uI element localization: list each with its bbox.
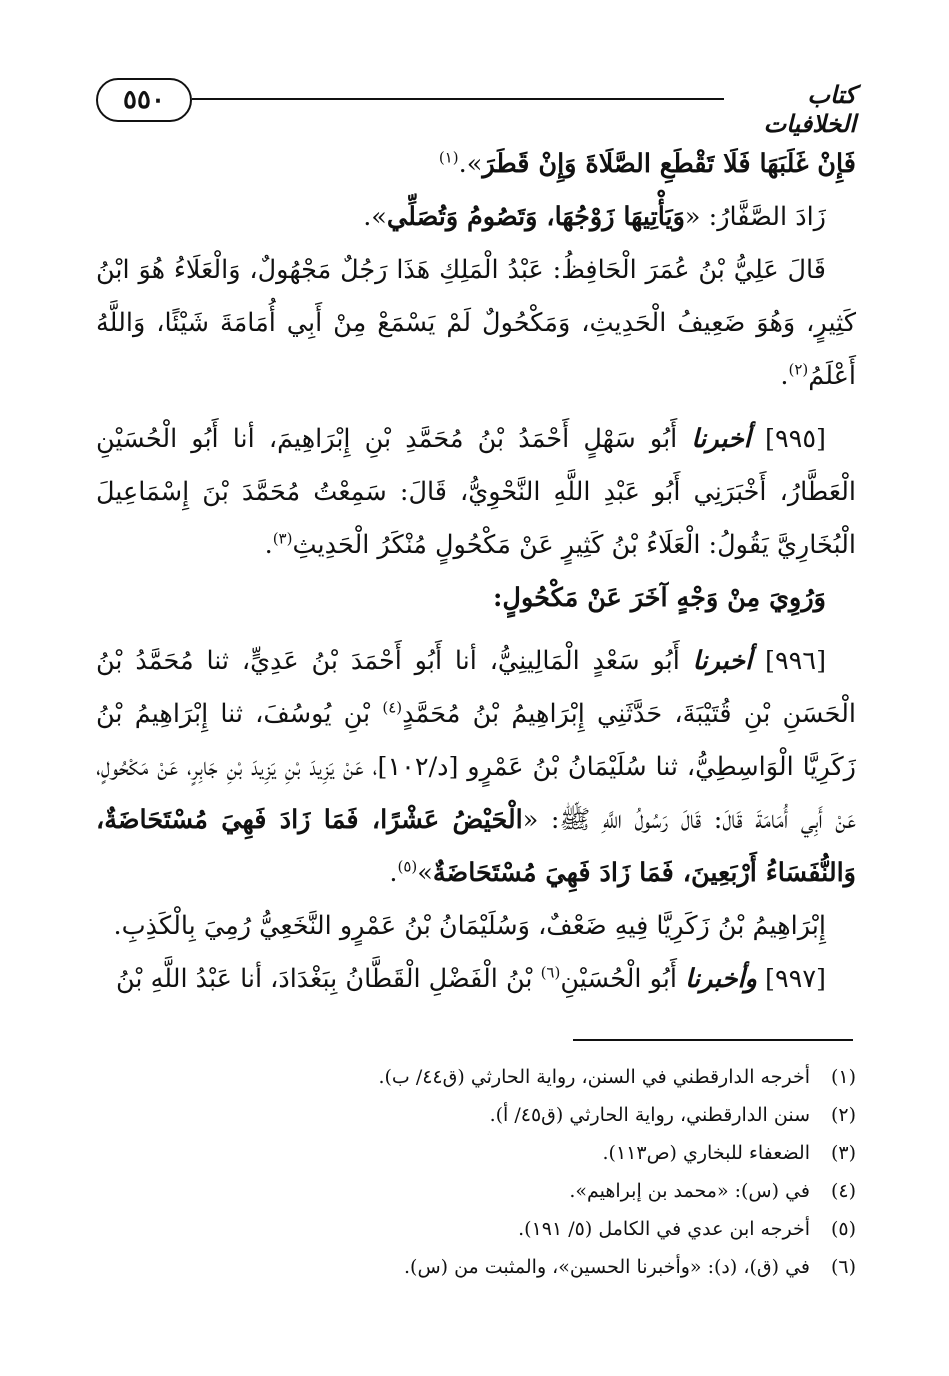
other-chain-heading: وَرُوِيَ مِنْ وَجْهٍ آخَرَ عَنْ مَكْحُولٍ: (493, 583, 826, 613)
footnote-ref-5: (٥) (397, 857, 418, 876)
footnote-ref-3: (٣) (272, 529, 293, 548)
paragraph-ibrahim: إِبْرَاهِيمُ بْنُ زَكَرِيَّا فِيهِ ضَعْفٌ، وَسُلَيْمَانُ بْنُ عَمْرٍو النَّخَعِيُّ رُمِيَ بِالْكَذِبِ. (113, 911, 826, 941)
header-rule (192, 98, 724, 100)
paragraph-2: زَادَ الصَّفَّارُ: «وَيَأْتِيهَا زَوْجُهَا، وَتَصُومُ وَتُصَلِّي». (363, 202, 826, 232)
hadith-number: [٩٩٧] (765, 964, 826, 994)
hadith-996: [٩٩٦] أخبرنا أَبُو سَعْدٍ الْمَالِينِيُّ، أنا أَبُو أَحْمَدَ بْنُ عَدِيٍّ، ثنا مُحَمَّدُ بْنُ الْحَسَنِ بْنِ قُتَيْبَةَ، حَدَّثَنِي إِبْرَاهِيمُ بْنُ مُحَمَّدٍ$^{(٤)}$ بْنِ يُوسُفَ، ثنا إِبْرَاهِيمُ بْنُ زَكَرِيَّا الْوَاسِطِيُّ، ثنا سُلَيْمَانُ بْنُ عَمْرٍو [د/١٠٢]، عَنْ يَزِيدَ بْنِ يَزِيدَ بْنِ جَابِرٍ، عَنْ مَكْحُولٍ، عَنْ أَبِي أُمَامَةَ قَالَ: قَالَ رَسُولُ اللَّهِ ﷺ: «الْحَيْضُ عَشْرًا، فَمَا زَادَ فَهِيَ مُسْتَحَاضَةٌ، وَالنُّفَسَاءُ أَرْبَعِينَ، فَمَا زَادَ فَهِيَ مُسْتَحَاضَةٌ»$^{(٥)}$. (96, 646, 856, 888)
akhbarana-word: أخبرنا (691, 424, 751, 454)
footnote-item: (٤) في (س): «محمد بن إبراهيم». (569, 1180, 856, 1202)
hadith-matn: الْحَيْضُ عَشْرًا، فَمَا زَادَ فَهِيَ مُسْتَحَاضَةٌ، وَالنُّفَسَاءُ أَرْبَعِينَ، فَمَا زَادَ فَهِيَ مُسْتَحَاضَةٌ (96, 805, 856, 888)
hadith-995: [٩٩٥] أخبرنا أَبُو سَهْلٍ أَحْمَدُ بْنُ مُحَمَّدِ بْنِ إِبْرَاهِيمَ، أنا أَبُو الْحُسَيْنِ الْعَطَّارُ، أَخْبَرَنِي أَبُو عَبْدِ اللَّهِ النَّحْوِيُّ، قَالَ: سَمِعْتُ مُحَمَّدَ بْنَ إِسْمَاعِيلَ الْبُخَارِيَّ يَقُولُ: الْعَلَاءُ بْنُ كَثِيرٍ عَنْ مَكْحُولٍ مُنْكَرُ الْحَدِيثِ$^{(٣)}$. (96, 424, 856, 560)
akhbarana-word: وأخبرنا (685, 964, 757, 994)
footnote-item: (٣) الضعفاء للبخاري (ص١١٣). (602, 1142, 856, 1164)
paragraph-1: فَإِنْ غَلَبَهَا فَلَا تَقْطَعِ الصَّلَاةَ وَإِنْ قَطَرَ».$^{(١)}$ (438, 148, 856, 179)
footnote-ref-4: (٤) (382, 698, 403, 717)
book-title: كتاب الخلافيات (763, 80, 856, 138)
hadith-ending: فَإِنْ غَلَبَهَا فَلَا تَقْطَعِ الصَّلَاةَ وَإِنْ قَطَرَ (482, 149, 856, 179)
hadith-number: [٩٩٥] (765, 424, 826, 454)
footnote-ref-2: (٢) (788, 360, 809, 379)
footnote-item: (١) أخرجه الدارقطني في السنن، رواية الحارثي (ق٤٤/ ب). (378, 1066, 856, 1088)
addition-text: وَيَأْتِيهَا زَوْجُهَا، وَتَصُومُ وَتُصَلِّي (386, 202, 685, 232)
page-header (96, 70, 856, 138)
hadith-number: [٩٩٦] (765, 646, 827, 676)
footnote-item: (٢) سنن الدارقطني، رواية الحارثي (ق٤٥/ أ). (489, 1104, 856, 1126)
hadith-997: [٩٩٧] وأخبرنا أَبُو الْحُسَيْنِ$^{(٦)}$ بْنُ الْفَضْلِ الْقَطَّانُ بِبَغْدَادَ، أنا عَبْدُ اللَّهِ بْنُ (115, 963, 826, 994)
footnote-ref-1: (١) (438, 148, 459, 167)
footnote-item: (٦) في (ق)، (د): «وأخبرنا الحسين»، والمثبت من (س). (404, 1256, 856, 1278)
footnotes (96, 1058, 856, 1286)
footnote-ref-6: (٦) (540, 963, 561, 982)
paragraph-3: قَالَ عَلِيُّ بْنُ عُمَرَ الْحَافِظُ: عَبْدُ الْمَلِكِ هَذَا رَجُلٌ مَجْهُولٌ، وَالْعَلَاءُ هُوَ ابْنُ كَثِيرٍ، وَهُوَ ضَعِيفُ الْحَدِيثِ، وَمَكْحُولٌ لَمْ يَسْمَعْ مِنْ أَبِي أُمَامَةَ شَيْئًا، وَاللَّهُ أَعْلَمُ$^{(٢)}$. (96, 255, 856, 391)
akhbarana-word: أخبرنا (692, 646, 753, 676)
main-text (96, 138, 856, 1006)
footnote-item: (٥) أخرجه ابن عدي في الكامل (٥/ ١٩١). (518, 1218, 856, 1240)
page-number: ٥٥٠ (96, 78, 192, 122)
